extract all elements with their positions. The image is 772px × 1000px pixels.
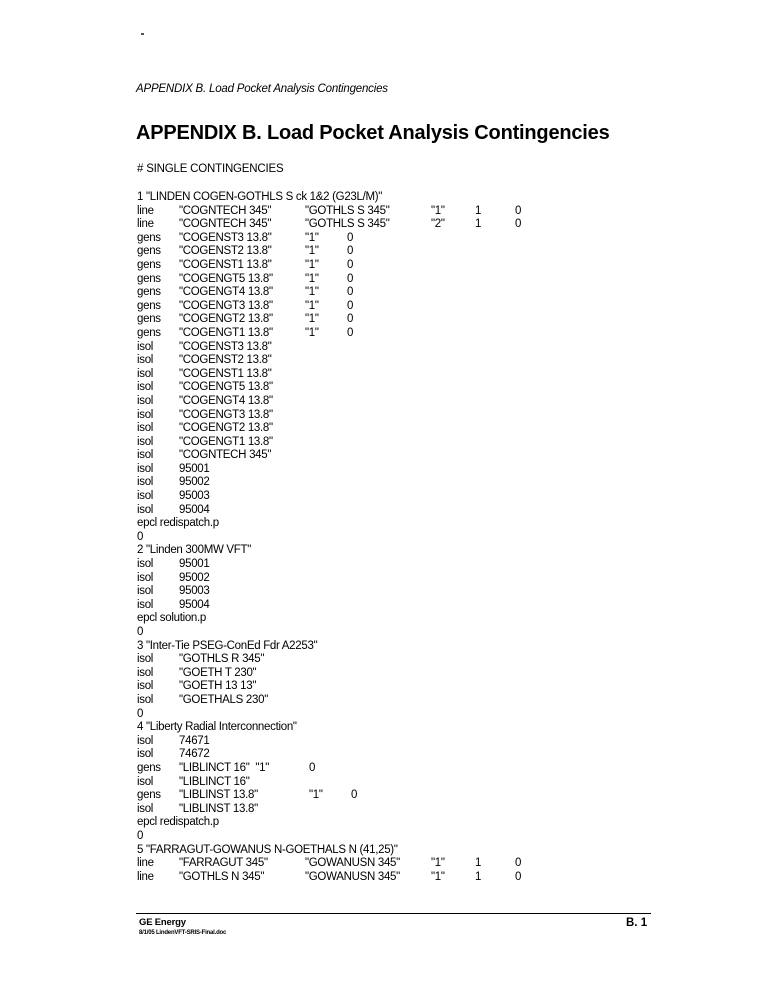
listing-field: isol [137, 340, 154, 353]
listing-field: 95001 [179, 462, 210, 475]
listing-field: "COGENST2 13.8" [179, 354, 272, 367]
listing-field: 0 [347, 313, 354, 326]
listing-field: 0 [347, 299, 354, 312]
listing-field: "GOETHALS 230" [179, 693, 268, 706]
listing-field: "GOTHLS N 345" [179, 870, 265, 883]
listing-field: isol [137, 680, 154, 693]
listing-field: isol [137, 394, 154, 407]
listing-field: "COGNTECH 345" [179, 449, 272, 462]
listing-field: 1 [475, 204, 482, 217]
listing-field: "COGENST1 13.8" [179, 258, 272, 271]
listing-field: "1" [305, 231, 319, 244]
listing-field: "GOETH T 230" [179, 666, 257, 679]
running-header: APPENDIX B. Load Pocket Analysis Contingencies [136, 83, 388, 95]
listing-field: isol [137, 802, 154, 815]
listing-field: 0 [515, 204, 522, 217]
listing-field: "COGENGT5 13.8" [179, 381, 273, 394]
listing-field: "COGENST1 13.8" [179, 367, 272, 380]
listing-field: 1 [475, 218, 482, 231]
listing-field: "1" [305, 272, 319, 285]
listing-field: isol [137, 653, 154, 666]
listing-field: "LIBLINCT 16" "1" [179, 761, 269, 774]
listing-field: 1 [475, 857, 482, 870]
listing-field: "COGENGT4 13.8" [179, 286, 273, 299]
listing-field: 2 "Linden 300MW VFT" [137, 544, 252, 557]
listing-field: "GOETH 13 13" [179, 680, 257, 693]
listing-field: isol [137, 354, 154, 367]
listing-field: "COGNTECH 345" [179, 218, 272, 231]
listing-field: isol [137, 476, 154, 489]
listing-field: gens [137, 258, 161, 271]
listing-field: "COGENGT3 13.8" [179, 299, 273, 312]
listing-field: 0 [137, 626, 144, 638]
listing-field: gens [137, 245, 161, 258]
listing-field: 0 [351, 789, 358, 802]
footer-rule [136, 913, 651, 914]
listing-field: 3 "Inter-Tie PSEG-ConEd Fdr A2253" [137, 639, 318, 652]
listing-field: 0 [515, 857, 522, 870]
listing-field: 1 [475, 870, 482, 883]
section-heading: # SINGLE CONTINGENCIES [137, 163, 284, 175]
listing-field: "2" [431, 218, 445, 231]
listing-field: "1" [305, 245, 319, 258]
listing-field: "COGENGT3 13.8" [179, 408, 273, 421]
listing-field: isol [137, 693, 154, 706]
listing-field: line [137, 218, 154, 231]
listing-field: "GOTHLS S 345" [305, 218, 390, 231]
listing-field: isol [137, 367, 154, 380]
listing-field: gens [137, 313, 161, 326]
listing-field: "COGENGT1 13.8" [179, 326, 273, 339]
listing-field: gens [137, 326, 161, 339]
listing-field: epcl solution.p [137, 612, 207, 625]
listing-field: 0 [137, 829, 144, 842]
listing-field: "COGENGT5 13.8" [179, 272, 273, 285]
listing-field: "1" [431, 204, 445, 217]
listing-field: 95003 [179, 585, 210, 598]
listing-field: "1" [305, 326, 319, 339]
listing-field: "1" [305, 313, 319, 326]
listing-field: "COGNTECH 345" [179, 204, 272, 217]
listing-field: "1" [431, 870, 445, 883]
listing-field: line [137, 870, 154, 883]
listing-field: "LIBLINST 13.8" [179, 802, 258, 815]
listing-field: "GOWANUSN 345" [305, 857, 400, 870]
listing-field: "1" [305, 286, 319, 299]
listing-field: 74672 [179, 748, 210, 761]
listing-field: epcl redispatch.p [137, 517, 219, 530]
listing-field: "1" [431, 857, 445, 870]
listing-field: 95002 [179, 571, 210, 584]
listing-field: 0 [347, 326, 354, 339]
listing-field: "GOWANUSN 345" [305, 870, 400, 883]
listing-field: 0 [347, 272, 354, 285]
listing-field: isol [137, 462, 154, 475]
listing-field: 95003 [179, 490, 210, 503]
listing-field: "GOTHLS S 345" [305, 204, 390, 217]
listing-field: 0 [347, 258, 354, 271]
listing-field: 95004 [179, 503, 210, 516]
listing-field: 95002 [179, 476, 210, 489]
listing-field: 0 [137, 707, 144, 720]
listing-field: gens [137, 286, 161, 299]
listing-field: 5 "FARRAGUT-GOWANUS N-GOETHALS N (41,25)" [137, 843, 398, 856]
listing-field: gens [137, 231, 161, 244]
listing-field: isol [137, 408, 154, 421]
listing-field: "LIBLINST 13.8" [179, 789, 258, 802]
listing-field: gens [137, 299, 161, 312]
listing-field: "COGENGT1 13.8" [179, 435, 273, 448]
listing-field: 0 [137, 530, 144, 543]
listing-field: gens [137, 272, 161, 285]
listing-field: "1" [305, 299, 319, 312]
listing-field: isol [137, 666, 154, 679]
footer-filename: 8/1/05 LindenVFT-SRIS-Final.doc [139, 930, 227, 936]
listing-field: "COGENGT2 13.8" [179, 422, 273, 435]
listing-field: isol [137, 503, 154, 516]
listing-field: isol [137, 734, 154, 747]
listing-field: line [137, 204, 154, 217]
listing-field: "GOTHLS R 345" [179, 653, 265, 666]
listing-field: 0 [515, 218, 522, 231]
listing-field: "LIBLINCT 16" [179, 775, 250, 788]
listing-field: isol [137, 558, 154, 571]
listing-field: gens [137, 789, 161, 802]
listing-field: 0 [515, 870, 522, 883]
listing-field: isol [137, 435, 154, 448]
listing-field: "COGENGT2 13.8" [179, 313, 273, 326]
listing-field: isol [137, 449, 154, 462]
listing-field: "COGENST3 13.8" [179, 340, 272, 353]
listing-field: "FARRAGUT 345" [179, 857, 268, 870]
listing-field: isol [137, 571, 154, 584]
listing-field: 1 "LINDEN COGEN-GOTHLS S ck 1&2 (G23L/M)" [137, 191, 383, 203]
listing-field: 95004 [179, 598, 210, 611]
listing-field: 95001 [179, 558, 210, 571]
listing-field: isol [137, 381, 154, 394]
listing-field: 4 "Liberty Radial Interconnection" [137, 721, 297, 734]
listing-field: 74671 [179, 734, 210, 747]
listing-field: isol [137, 598, 154, 611]
listing-field: 0 [347, 245, 354, 258]
listing-field: "1" [309, 789, 323, 802]
page-title: APPENDIX B. Load Pocket Analysis Contingencies [136, 122, 610, 144]
listing-field: isol [137, 490, 154, 503]
listing-field: "COGENST2 13.8" [179, 245, 272, 258]
listing-field: isol [137, 585, 154, 598]
listing-field: epcl redispatch.p [137, 816, 219, 829]
listing-field: 0 [309, 761, 316, 774]
page-number: B. 1 [626, 917, 648, 929]
listing-field: "COGENST3 13.8" [179, 231, 272, 244]
listing-field: 0 [347, 231, 354, 244]
listing-field: isol [137, 422, 154, 435]
listing-field: isol [137, 775, 154, 788]
footer-company: GE Energy [139, 917, 186, 928]
listing-field: "1" [305, 258, 319, 271]
listing-field: line [137, 857, 154, 870]
listing-field: isol [137, 748, 154, 761]
listing-field: gens [137, 761, 161, 774]
scan-speck [141, 33, 144, 35]
listing-field: "COGENGT4 13.8" [179, 394, 273, 407]
listing-field: 0 [347, 286, 354, 299]
